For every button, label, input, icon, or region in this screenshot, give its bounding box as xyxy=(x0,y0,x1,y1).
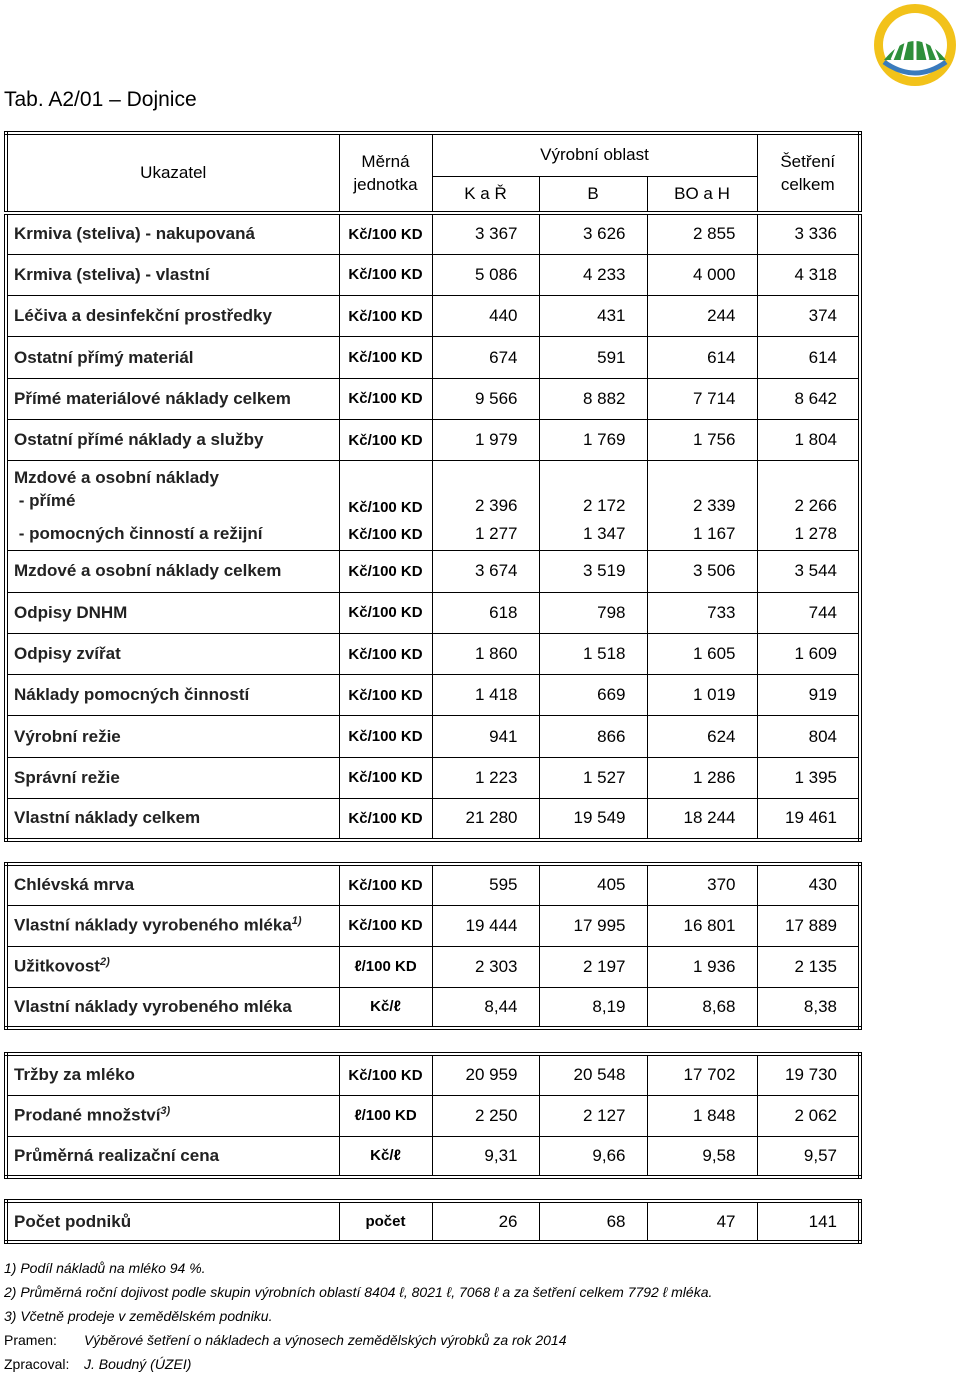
value-total: 919 xyxy=(757,675,860,716)
row-label-text: Užitkovost xyxy=(14,956,100,976)
row-unit: ℓ/100 KD xyxy=(339,946,432,987)
row-unit: Kč/100 KD xyxy=(339,799,432,840)
value-total: 804 xyxy=(757,716,860,757)
row-label-text: Vlastní náklady vyrobeného mléka xyxy=(14,996,292,1016)
value-total: 1 278 xyxy=(757,518,860,551)
table-row xyxy=(6,864,860,905)
footnote-3: 3) Včetně prodeje v zemědělském podniku. xyxy=(4,1308,273,1324)
table-row xyxy=(6,254,860,295)
header-col-boh: BO a H xyxy=(647,176,757,213)
milk-cost-table xyxy=(4,862,862,1030)
row-label xyxy=(6,337,339,378)
value-boh: 244 xyxy=(647,296,757,337)
row-label-text: Chlévská mrva xyxy=(14,875,135,895)
row-unit: Kč/100 KD xyxy=(339,419,432,460)
row-unit: Kč/100 KD xyxy=(339,254,432,295)
header-unit-line2: jednotka xyxy=(353,175,418,194)
footnotes xyxy=(4,1256,712,1376)
footnote-ref: 3) xyxy=(160,1105,171,1118)
row-label xyxy=(6,1201,339,1242)
row-label-text: Odpisy zvířat xyxy=(14,644,121,664)
row-label xyxy=(6,757,339,798)
value-b: 20 548 xyxy=(539,1054,647,1095)
source-line xyxy=(4,1328,712,1352)
value-b: 431 xyxy=(539,296,647,337)
author-line xyxy=(4,1352,712,1376)
table-row xyxy=(6,337,860,378)
header-unit-line1: Měrná xyxy=(361,152,410,171)
farms-table xyxy=(4,1199,862,1244)
value-kar: 440 xyxy=(432,296,539,337)
value-b: 1 518 xyxy=(539,633,647,674)
value-boh: 1 936 xyxy=(647,946,757,987)
value-total: 19 730 xyxy=(757,1054,860,1095)
row-label xyxy=(6,419,339,460)
value-kar: 1 979 xyxy=(432,419,539,460)
value-kar: 8,44 xyxy=(432,987,539,1028)
row-unit: Kč/100 KD xyxy=(339,337,432,378)
row-label-text: - přímé xyxy=(14,491,76,511)
row-label xyxy=(6,1054,339,1095)
row-label-text: Tržby za mléko xyxy=(14,1065,135,1085)
table-row xyxy=(6,757,860,798)
row-label xyxy=(6,987,339,1028)
value-boh: 9,58 xyxy=(647,1136,757,1177)
value-kar: 21 280 xyxy=(432,799,539,840)
value-total: 430 xyxy=(757,864,860,905)
value-total: 17 889 xyxy=(757,905,860,946)
value-boh: 1 167 xyxy=(647,518,757,551)
row-unit: Kč/100 KD xyxy=(339,633,432,674)
value-b: 1 347 xyxy=(539,518,647,551)
row-label-text: Léčiva a desinfekční prostředky xyxy=(14,306,272,326)
row-label xyxy=(6,254,339,295)
value-boh: 1 756 xyxy=(647,419,757,460)
value-b: 17 995 xyxy=(539,905,647,946)
row-label xyxy=(6,1136,339,1177)
row-label-text: Průměrná realizační cena xyxy=(14,1145,220,1165)
value-total: 2 266 xyxy=(794,495,837,515)
row-label xyxy=(6,296,339,337)
table-row xyxy=(6,905,860,946)
table-row xyxy=(6,1054,860,1095)
value-b: 3 519 xyxy=(539,551,647,592)
value-b: 591 xyxy=(539,337,647,378)
row-unit: Kč/ℓ xyxy=(339,1136,432,1177)
value-kar: 1 418 xyxy=(432,675,539,716)
value-boh: 7 714 xyxy=(647,378,757,419)
row-label xyxy=(6,378,339,419)
value-kar: 3 674 xyxy=(432,551,539,592)
header-region-group: Výrobní oblast xyxy=(432,133,757,176)
value-boh: 47 xyxy=(647,1201,757,1242)
table-row xyxy=(6,946,860,987)
header-indicator: Ukazatel xyxy=(6,133,339,213)
value-b: 8 882 xyxy=(539,378,647,419)
table-row xyxy=(6,551,860,592)
value-total: 4 318 xyxy=(757,254,860,295)
row-unit: Kč/100 KD xyxy=(339,757,432,798)
value-kar: 9 566 xyxy=(432,378,539,419)
row-label xyxy=(6,675,339,716)
footnote-2: 2) Průměrná roční dojivost podle skupin výrobních oblastí 8404 ℓ, 8021 ℓ, 7068 ℓ a za šetření celkem 7792 ℓ mléka. xyxy=(4,1284,713,1300)
costs-table xyxy=(4,131,862,842)
value-total: 8,38 xyxy=(803,996,837,1016)
row-label xyxy=(6,213,339,254)
value-kar: 2 396 xyxy=(432,461,539,518)
footnote-ref: 2) xyxy=(99,956,110,969)
value-kar: 2 303 xyxy=(432,946,539,987)
row-label xyxy=(6,946,339,987)
value-kar: 3 367 xyxy=(432,213,539,254)
table-row xyxy=(6,1095,860,1136)
value-total: 614 xyxy=(757,337,860,378)
value-total: 374 xyxy=(757,296,860,337)
value-kar: 2 250 xyxy=(432,1095,539,1136)
value-boh: 733 xyxy=(647,592,757,633)
value-total: 9,57 xyxy=(803,1145,837,1165)
row-label xyxy=(6,905,339,946)
source-text: Výběrové šetření o nákladech a výnosech zemědělských výrobků za rok 2014 xyxy=(84,1332,567,1348)
value-total: 8 642 xyxy=(757,378,860,419)
row-label xyxy=(6,799,339,840)
value-boh: 624 xyxy=(647,716,757,757)
value-total: 1 804 xyxy=(757,419,860,460)
row-unit: Kč/100 KD xyxy=(339,592,432,633)
row-unit: Kč/100 KD xyxy=(339,518,432,551)
row-label xyxy=(6,864,339,905)
row-label-text: Vlastní náklady vyrobeného mléka xyxy=(14,915,292,935)
value-total: 1 395 xyxy=(757,757,860,798)
row-label xyxy=(6,518,339,551)
sales-table xyxy=(4,1052,862,1179)
row-label-text: Prodané množství xyxy=(14,1105,161,1125)
table-row xyxy=(6,675,860,716)
header-col-kar: K a Ř xyxy=(432,176,539,213)
value-b: 1 769 xyxy=(539,419,647,460)
value-kar: 5 086 xyxy=(432,254,539,295)
row-label xyxy=(6,633,339,674)
table-row xyxy=(6,633,860,674)
value-b: 1 527 xyxy=(539,757,647,798)
value-b: 2 172 xyxy=(539,461,647,518)
value-kar: 19 444 xyxy=(432,905,539,946)
value-b: 19 549 xyxy=(539,799,647,840)
row-label-text: Odpisy DNHM xyxy=(14,602,128,622)
value-boh: 8,68 xyxy=(647,987,757,1028)
value-b: 3 626 xyxy=(539,213,647,254)
value-total: 3 544 xyxy=(757,551,860,592)
row-label-text: Výrobní režie xyxy=(14,726,121,746)
value-boh: 17 702 xyxy=(647,1054,757,1095)
row-label xyxy=(6,716,339,757)
value-total: 141 xyxy=(808,1211,837,1231)
row-label-text: Správní režie xyxy=(14,767,120,787)
row-unit: počet xyxy=(339,1201,432,1242)
row-label-text: Mzdové a osobní náklady celkem xyxy=(14,561,282,581)
table-row xyxy=(6,716,860,757)
value-b: 866 xyxy=(539,716,647,757)
value-boh: 16 801 xyxy=(647,905,757,946)
value-boh: 1 019 xyxy=(647,675,757,716)
value-boh: 1 848 xyxy=(647,1095,757,1136)
value-boh: 1 286 xyxy=(647,757,757,798)
table-row xyxy=(6,419,860,460)
value-b: 4 233 xyxy=(539,254,647,295)
row-label xyxy=(6,461,339,518)
value-total: 744 xyxy=(757,592,860,633)
header-total-line1: Šetření xyxy=(780,152,836,171)
row-unit: Kč/100 KD xyxy=(339,716,432,757)
header-total xyxy=(757,133,860,213)
value-b: 669 xyxy=(539,675,647,716)
table-row xyxy=(6,1201,860,1242)
page-title: Tab. A2/01 – Dojnice xyxy=(4,88,197,111)
value-b: 798 xyxy=(539,592,647,633)
table-row xyxy=(6,987,860,1028)
value-total: 2 135 xyxy=(757,946,860,987)
row-label xyxy=(6,551,339,592)
table-row xyxy=(6,296,860,337)
value-kar: 618 xyxy=(432,592,539,633)
value-boh: 18 244 xyxy=(647,799,757,840)
row-unit: Kč/100 KD xyxy=(339,675,432,716)
row-unit: Kč/100 KD xyxy=(339,378,432,419)
header-col-b: B xyxy=(539,176,647,213)
row-label-text: Ostatní přímé náklady a služby xyxy=(14,430,264,450)
row-unit: Kč/100 KD xyxy=(339,864,432,905)
table-row xyxy=(6,518,860,551)
value-total: 2 062 xyxy=(757,1095,860,1136)
row-label-text: - pomocných činností a režijní xyxy=(14,524,263,544)
row-unit: Kč/100 KD xyxy=(339,551,432,592)
value-b: 68 xyxy=(539,1201,647,1242)
value-b: 405 xyxy=(539,864,647,905)
row-unit: Kč/100 KD xyxy=(339,296,432,337)
value-boh: 1 605 xyxy=(647,633,757,674)
row-label-text: Krmiva (steliva) - nakupovaná xyxy=(14,224,255,244)
value-kar: 595 xyxy=(432,864,539,905)
value-total: 19 461 xyxy=(785,808,837,828)
source-label: Pramen: xyxy=(4,1332,57,1348)
row-label-text: Ostatní přímý materiál xyxy=(14,347,194,367)
value-boh: 3 506 xyxy=(647,551,757,592)
value-kar: 941 xyxy=(432,716,539,757)
table-row xyxy=(6,592,860,633)
row-unit: ℓ/100 KD xyxy=(339,1095,432,1136)
value-boh: 2 855 xyxy=(647,213,757,254)
footnote-1: 1) Podíl nákladů na mléko 94 %. xyxy=(4,1260,206,1276)
table-row xyxy=(6,213,860,254)
row-label-text: Náklady pomocných činností xyxy=(14,685,250,705)
value-kar: 1 860 xyxy=(432,633,539,674)
row-unit: Kč/100 KD xyxy=(339,461,432,518)
row-label-text: Počet podniků xyxy=(14,1211,132,1231)
value-kar: 20 959 xyxy=(432,1054,539,1095)
row-label-text: Přímé materiálové náklady celkem xyxy=(14,388,291,408)
value-kar: 1 277 xyxy=(432,518,539,551)
value-kar: 1 223 xyxy=(432,757,539,798)
row-label xyxy=(6,1095,339,1136)
table-row xyxy=(6,378,860,419)
row-unit: Kč/100 KD xyxy=(339,905,432,946)
row-unit: Kč/100 KD xyxy=(339,1054,432,1095)
table-row xyxy=(6,461,860,518)
value-total: 3 336 xyxy=(757,213,860,254)
footnote-ref: 1) xyxy=(291,915,302,928)
table-row xyxy=(6,799,860,840)
value-boh: 370 xyxy=(647,864,757,905)
header-total-line2: celkem xyxy=(780,175,835,194)
table-row xyxy=(6,1136,860,1177)
row-unit: Kč/ℓ xyxy=(339,987,432,1028)
value-boh: 2 339 xyxy=(647,461,757,518)
value-b: 8,19 xyxy=(539,987,647,1028)
value-b: 2 127 xyxy=(539,1095,647,1136)
value-b: 2 197 xyxy=(539,946,647,987)
value-boh: 614 xyxy=(647,337,757,378)
row-label-text: Krmiva (steliva) - vlastní xyxy=(14,264,210,284)
header-unit xyxy=(339,133,432,213)
row-label xyxy=(6,592,339,633)
row-label-text: Vlastní náklady celkem xyxy=(14,808,201,828)
uzei-logo-icon xyxy=(872,2,958,88)
row-unit: Kč/100 KD xyxy=(339,213,432,254)
author-label: Zpracoval: xyxy=(4,1356,70,1372)
value-b: 9,66 xyxy=(539,1136,647,1177)
value-boh: 4 000 xyxy=(647,254,757,295)
author-text: J. Boudný (ÚZEI) xyxy=(84,1356,192,1372)
value-kar: 9,31 xyxy=(432,1136,539,1177)
value-kar: 26 xyxy=(432,1201,539,1242)
value-kar: 674 xyxy=(432,337,539,378)
value-total: 1 609 xyxy=(757,633,860,674)
wages-heading: Mzdové a osobní náklady xyxy=(14,468,219,488)
